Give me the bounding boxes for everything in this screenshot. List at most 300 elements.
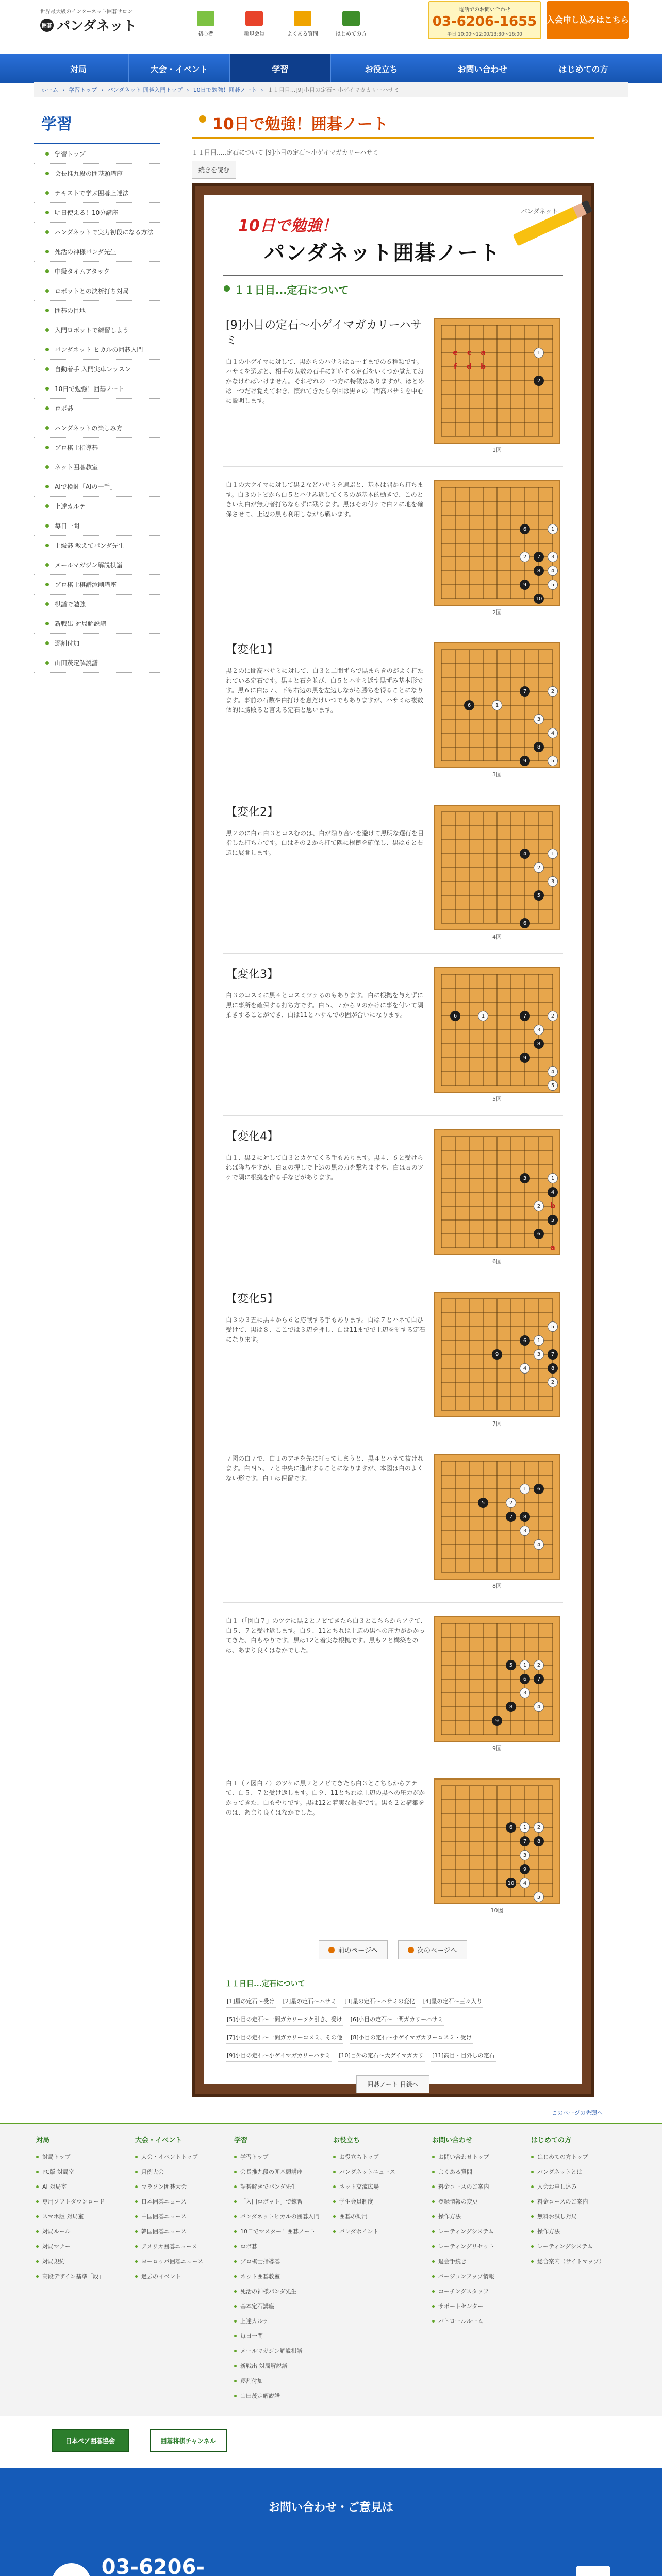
board-mark: a: [550, 1244, 555, 1252]
board-mark: d: [466, 363, 472, 371]
privacy-mark-icon: [576, 2566, 610, 2576]
phone-hours: 平日 10:00～12:00/13:30～16:00: [447, 32, 522, 37]
black-stone: 10: [534, 594, 544, 604]
sidebar-item[interactable]: 囲碁の目地: [34, 301, 160, 320]
sitemap-link[interactable]: 日本囲碁ニュース: [135, 2194, 233, 2209]
sitemap-link[interactable]: パンダネットニュース: [333, 2164, 431, 2179]
sitemap-link[interactable]: 10日でマスター！囲碁ノート: [234, 2224, 332, 2239]
sidebar-item[interactable]: ネット囲碁教室: [34, 457, 160, 477]
lesson-text-block: [226, 1292, 427, 1428]
black-stone: 6: [520, 1674, 530, 1684]
diagram-caption: 10図: [490, 1907, 504, 1914]
footer-contact: [52, 2550, 610, 2576]
prev-label: 前のページへ: [338, 1947, 378, 1955]
sitemap-link[interactable]: 上達カルテ: [234, 2314, 332, 2329]
white-stone: 1: [492, 700, 502, 710]
sitemap-link[interactable]: 基本定石講座: [234, 2299, 332, 2314]
black-stone: 6: [506, 1822, 516, 1833]
diagram: [434, 642, 560, 778]
next-label: 次のページへ: [417, 1947, 457, 1955]
sitemap-link[interactable]: コーチングスタッフ: [432, 2284, 530, 2299]
white-stone: 5: [534, 1892, 544, 1902]
sitemap-link[interactable]: マラソン囲碁大会: [135, 2179, 233, 2194]
lesson-text-block: [226, 967, 427, 1103]
breadcrumb-item[interactable]: 学習トップ: [69, 87, 97, 93]
sidebar-item[interactable]: メールマガジン解説棋譜: [34, 555, 160, 575]
white-stone: 2: [534, 1822, 544, 1833]
footer-tel: [102, 2555, 256, 2576]
sidebar-item[interactable]: パンダネットで実力初段になる方法: [34, 223, 160, 242]
black-stone: 2: [534, 376, 544, 386]
lesson-section: [223, 967, 563, 1116]
sitemap-heading[interactable]: 対局: [36, 2137, 50, 2144]
black-stone: 7: [534, 1674, 544, 1684]
white-stone: 3: [520, 1850, 530, 1860]
go-board: [434, 1616, 560, 1742]
white-stone: 5: [548, 1321, 558, 1332]
banner-pair-go[interactable]: 日本ペア囲碁協会: [52, 2429, 129, 2452]
sitemap-link[interactable]: はじめての方トップ: [531, 2149, 629, 2164]
sidebar-title: 学習: [34, 107, 160, 144]
black-stone: 9: [492, 1716, 502, 1726]
sidebar-item[interactable]: AIで検討「AIの一手」: [34, 477, 160, 497]
sitemap-link[interactable]: 新戦出 対局解説譜: [234, 2359, 332, 2374]
banner-igo-channel[interactable]: 囲碁将棋チャンネル: [150, 2429, 227, 2452]
toc-link[interactable]: [8]小目の定石～小ゲイマガカリーコスミ・受け: [350, 2031, 473, 2044]
notebook-header: [223, 207, 563, 276]
sidebar-item[interactable]: 学習トップ: [34, 144, 160, 164]
lesson-text: 白３の３五に黒４から６と応戦する手もあります。白は７とハネて白ひ受けて、黒は８、ここでは３辺を押し、白は11までで上辺を制する定石になります。: [226, 1316, 426, 1343]
sitemap-link[interactable]: 無料お試し対局: [531, 2209, 629, 2224]
white-stone: 4: [534, 1539, 544, 1550]
white-stone: 3: [534, 1025, 544, 1035]
breadcrumb-item[interactable]: ホーム: [41, 87, 58, 93]
notebook-title: パンダネット囲碁ノート: [264, 241, 501, 265]
diagram-caption: 1図: [492, 447, 502, 453]
sitemap-link[interactable]: パトロールルーム: [432, 2314, 530, 2329]
nav-item-useful[interactable]: お役立ち: [331, 54, 432, 83]
sitemap-link[interactable]: 囲碁の効用: [333, 2209, 431, 2224]
arrow-right-icon: [408, 1947, 414, 1953]
site-logo[interactable]: [40, 15, 137, 35]
white-stone: 1: [548, 849, 558, 859]
black-stone: 6: [520, 524, 530, 534]
sitemap-link[interactable]: 詰碁解きでパンダ先生: [234, 2179, 332, 2194]
sitemap-link[interactable]: 対局マナー: [36, 2239, 134, 2254]
sidebar-item[interactable]: 会長推九段の囲基頭講座: [34, 164, 160, 183]
white-stone: 4: [520, 1878, 530, 1888]
sitemap-link[interactable]: 料金コースのご案内: [531, 2194, 629, 2209]
toc-link[interactable]: [10]目外の定石～大ゲイマガカリ: [338, 2049, 425, 2062]
sitemap-link[interactable]: パンダネットヒカルの囲碁入門: [234, 2209, 332, 2224]
sitemap-link[interactable]: 対局ルール: [36, 2224, 134, 2239]
lesson-section: [223, 642, 563, 791]
sitemap-link[interactable]: 料金コースのご案内: [432, 2179, 530, 2194]
sidebar-item[interactable]: テキストで学ぶ囲碁上達法: [34, 183, 160, 203]
sitemap-link[interactable]: お問い合わせトップ: [432, 2149, 530, 2164]
black-stone: 3: [520, 1173, 530, 1183]
lesson-text: 黒２のに間高バサミに対して、白３と二間ずらで黒まらきのがよく打たれている定石です。黒４と石を並び、白５とハサミ返す黒ずみ基本形です。黒６に白は７、下も右辺の黒を左辺しながら勝ちを得ることになります。事前の石数や白打けを息だけいつでもありますが、ハサミは複数個的に勝敗ると言える定石と思います。: [226, 667, 424, 714]
main-content: [192, 107, 594, 2088]
black-stone: 8: [548, 1363, 558, 1374]
white-stone: 2: [548, 1377, 558, 1387]
sitemap-link[interactable]: お役立ちトップ: [333, 2149, 431, 2164]
white-stone: 3: [520, 1688, 530, 1698]
sitemap-link[interactable]: メールマガジン解説棋譜: [234, 2344, 332, 2359]
nav-item-contact[interactable]: お問い合わせ: [432, 54, 533, 83]
sitemap-link[interactable]: 学生会員制度: [333, 2194, 431, 2209]
sitemap-link[interactable]: 逐割付加: [234, 2374, 332, 2388]
white-stone: 4: [548, 566, 558, 576]
white-stone: 1: [534, 348, 544, 358]
board-mark: a: [481, 349, 486, 357]
white-stone: 4: [534, 1702, 544, 1712]
lesson-section: [223, 1292, 563, 1440]
sitemap-link[interactable]: AI 対局室: [36, 2179, 134, 2194]
lesson-section: [223, 1778, 563, 1927]
header-link-guide[interactable]: [331, 5, 371, 37]
sitemap-column: [36, 2134, 134, 2284]
black-stone: 6: [464, 700, 474, 710]
continue-button[interactable]: 続きを読む: [192, 161, 236, 179]
site-header: [0, 0, 662, 54]
lesson-text: 白１、黒２に対して白３とカケてくる手もあります。黒４、６と受けられば降ちやすが、白ａの押しで上辺の黒の力を撃ちますや、白はａのツケで隅に根拠を作る手などがあります。: [226, 1154, 424, 1181]
lesson-title: [9]小目の定石～小ゲイマガカリーハサミ: [226, 319, 422, 347]
toc-link[interactable]: [4]星の定石～三々入り: [422, 1995, 484, 2008]
sitemap-link[interactable]: 退会手続き: [432, 2254, 530, 2269]
notebook-paper: [204, 195, 582, 2088]
nav-item-learn[interactable]: 学習: [230, 54, 331, 83]
white-stone: 2: [534, 862, 544, 873]
breadcrumb-item[interactable]: 10日で勉強！囲碁ノート: [193, 87, 257, 93]
sitemap-link[interactable]: 月例大会: [135, 2164, 233, 2179]
breadcrumb-separator: ›: [62, 86, 65, 93]
black-stone: 7: [520, 1011, 530, 1021]
beginner-icon: [197, 11, 214, 26]
header-link-beginner[interactable]: [186, 5, 226, 37]
sidebar-item[interactable]: 逐割付加: [34, 634, 160, 653]
black-stone: 9: [520, 580, 530, 590]
board-mark: f: [453, 363, 457, 371]
black-stone: 4: [548, 1187, 558, 1197]
sitemap-link[interactable]: レーティングリセット: [432, 2239, 530, 2254]
breadcrumb-separator: ›: [187, 86, 189, 93]
sitemap-link[interactable]: 登録情報の変更: [432, 2194, 530, 2209]
sitemap-link[interactable]: よくある質問: [432, 2164, 530, 2179]
black-stone: 7: [520, 1836, 530, 1846]
sitemap-link[interactable]: 中国囲碁ニュース: [135, 2209, 233, 2224]
go-board: [434, 1454, 560, 1580]
sitemap-heading[interactable]: お役立ち: [333, 2137, 360, 2144]
black-stone: 5: [506, 1660, 516, 1670]
header-link-label: 新規会員: [244, 31, 264, 37]
sidebar-item[interactable]: ロボットとの決析打ち対局: [34, 281, 160, 301]
black-stone: 6: [534, 1229, 544, 1239]
white-stone: 5: [548, 756, 558, 766]
board-mark: b: [480, 363, 486, 371]
black-stone: 9: [520, 1053, 530, 1063]
lesson-section: [223, 1616, 563, 1765]
toc-link[interactable]: [5]小目の定石～一間ガカリーツケ引き、受け: [226, 2013, 343, 2026]
header-link-register[interactable]: [234, 5, 274, 37]
sitemap-link[interactable]: ネット交流広場: [333, 2179, 431, 2194]
breadcrumb: [34, 82, 628, 97]
diagram-caption: 2図: [492, 609, 502, 616]
nav-item-events[interactable]: 大会・イベント: [129, 54, 230, 83]
board-mark: e: [453, 349, 458, 357]
sitemap-link[interactable]: パンダポイント: [333, 2224, 431, 2239]
header-phone-box: [428, 1, 541, 39]
sitemap-heading[interactable]: 学習: [234, 2137, 248, 2144]
black-stone: 9: [520, 756, 530, 766]
black-stone: 9: [492, 1349, 502, 1360]
section-heading: １１日目...定石について: [223, 276, 563, 302]
apply-button[interactable]: 入会申し込みはこちら: [547, 1, 629, 39]
next-page-button[interactable]: [398, 1940, 467, 1959]
diagram: [434, 1778, 560, 1914]
lesson-section: [223, 1454, 563, 1603]
lesson-text: 白１の小ゲイマに対して、黒からのハサミはａ～ｆまでの６種類です。ハサミを選ぶと、相手の鬼数の石手に対応する定石をいくつか覚えておかなければいけません。それぞれの一つ方に特徴はありますが、ほとめは一つだけ覚えておき、慣れてきたら今回は黒ｅの二間高バサミを中心に説明します。: [226, 358, 424, 404]
black-stone: 6: [520, 918, 530, 928]
white-stone: 3: [534, 714, 544, 724]
white-stone: 1: [520, 1660, 530, 1670]
sidebar-item[interactable]: 10日で勉強！囲碁ノート: [34, 379, 160, 399]
breadcrumb-separator: ›: [261, 86, 263, 93]
diagram-caption: 4図: [492, 934, 502, 940]
sidebar-item[interactable]: 明日使える！10分講座: [34, 203, 160, 223]
black-stone: 7: [534, 552, 544, 562]
sidebar-item[interactable]: 入門ロボットで練習しよう: [34, 320, 160, 340]
white-stone: 3: [548, 552, 558, 562]
nav-item-play[interactable]: 対局: [28, 54, 129, 83]
sidebar-item[interactable]: 山田茂定解説譜: [34, 653, 160, 673]
sitemap-link[interactable]: サポートセンター: [432, 2299, 530, 2314]
toc-link[interactable]: [6]小目の定石～一間ガカリーハサミ: [350, 2013, 444, 2026]
sitemap-link[interactable]: プロ棋士指導碁: [234, 2254, 332, 2269]
black-stone: 10: [506, 1878, 516, 1888]
sitemap-link[interactable]: 山田茂定解説譜: [234, 2388, 332, 2403]
sitemap-link[interactable]: 「入門ロボット」で練習: [234, 2194, 332, 2209]
sitemap-link[interactable]: レーティングシステム: [432, 2224, 530, 2239]
sidebar: [34, 107, 160, 673]
black-stone: 7: [506, 1512, 516, 1522]
toc-title: １１日目...定石について: [225, 1980, 305, 1988]
white-stone: 5: [548, 1080, 558, 1091]
go-board: [434, 318, 560, 444]
nav-item-first[interactable]: はじめての方: [533, 54, 634, 83]
breadcrumb-current: １１目目...[9]小目の定石～小ゲイマガカリーハサミ: [267, 87, 400, 93]
sitemap-link[interactable]: 対局規約: [36, 2254, 134, 2269]
sitemap-link[interactable]: 対局トップ: [36, 2149, 134, 2164]
sidebar-item[interactable]: 毎日一問: [34, 516, 160, 536]
lesson-text: 白３のコスミに黒４とコスミツケるのもあります。白に根拠を与えずに黒に事所を確保する打ち方です。白５、７から９のかけに事を付いて隅拍きすることができ、白は11とハサんでの固が合いになります。: [226, 992, 424, 1019]
tel-badge: [52, 2563, 91, 2576]
black-stone: 8: [534, 1836, 544, 1846]
lesson-text: 白１（７図白７）のツケに黒２とノビてきたら白３とこちらからアテて、白５、７と受け返します。白９、11とちれは上辺の黒への圧力がかかってきた、白もやりです。黒は12と着実な根拠です。黒も２と構築をのは、あまり良くはなかでした。: [226, 1780, 425, 1816]
black-stone: 5: [548, 1215, 558, 1225]
sitemap-link[interactable]: 総合案内（サイトマップ）: [531, 2254, 629, 2269]
sidebar-item[interactable]: 棋譜で勉強: [34, 595, 160, 614]
lesson-section: [223, 805, 563, 954]
toc-footer: [223, 2075, 563, 2093]
black-stone: 6: [534, 1484, 544, 1494]
page-top-link[interactable]: このページの先頭へ: [552, 2110, 603, 2116]
notebook-logo: パンダネット: [521, 208, 558, 215]
sidebar-list: [34, 144, 160, 673]
footer-tel-number: 03-6206-: [101, 2555, 205, 2576]
sitemap-link[interactable]: 韓国囲碁ニュース: [135, 2224, 233, 2239]
lesson-text-block: [226, 1129, 427, 1265]
sidebar-item[interactable]: 死活の神様パンダ先生: [34, 242, 160, 262]
sitemap-link[interactable]: 会長推九段の囲基頭講座: [234, 2164, 332, 2179]
header-link-label: 初心者: [198, 31, 213, 37]
go-board: [434, 805, 560, 930]
header-link-faq[interactable]: [283, 5, 323, 37]
sidebar-item[interactable]: 上達カルテ: [34, 497, 160, 516]
go-board: [434, 967, 560, 1093]
board-mark: b: [550, 1202, 556, 1210]
sitemap-link[interactable]: 操作方法: [432, 2209, 530, 2224]
sidebar-item[interactable]: 中級タイムアタック: [34, 262, 160, 281]
sitemap-link[interactable]: PC版 対局室: [36, 2164, 134, 2179]
lesson-sections: [223, 318, 563, 1927]
sidebar-item[interactable]: 新戦出 対局解説譜: [34, 614, 160, 634]
logo-text: パンダネット: [57, 19, 137, 34]
sitemap-link[interactable]: 専用ソフトダウンロード: [36, 2194, 134, 2209]
black-stone: 9: [520, 1864, 530, 1874]
toc-link[interactable]: [9]小目の定石～小ゲイマガカリーハサミ: [226, 2049, 332, 2062]
sitemap-link[interactable]: ネット囲碁教室: [234, 2269, 332, 2284]
white-stone: 4: [548, 728, 558, 738]
page-title: 10日で勉強！囲碁ノート: [192, 107, 594, 139]
breadcrumb-item[interactable]: パンダネット 囲碁入門トップ: [107, 87, 183, 93]
lesson-title: 【変化5】: [226, 1293, 278, 1306]
logo-badge: 囲碁: [40, 19, 54, 32]
header-link-label: はじめての方: [336, 31, 367, 37]
toc-link[interactable]: [2]星の定石～ハサミ: [282, 1995, 338, 2008]
lesson-section: [223, 318, 563, 467]
toc-link[interactable]: [7]小目の定石～一間ガカリーコスミ、その他: [226, 2031, 343, 2044]
sitemap-heading[interactable]: はじめての方: [531, 2137, 572, 2144]
faq-icon: [294, 11, 311, 26]
lesson-text-block: [226, 1454, 427, 1590]
arrow-left-icon: [328, 1947, 335, 1953]
sidebar-item[interactable]: パンダネット ヒカルの囲碁入門: [34, 340, 160, 360]
sitemap-link[interactable]: 高段デザイン基準「段」: [36, 2269, 134, 2284]
white-stone: 1: [520, 1822, 530, 1833]
sitemap-link[interactable]: ロボ碁: [234, 2239, 332, 2254]
diagram: [434, 480, 560, 616]
sitemap-link[interactable]: レーティングシステム: [531, 2239, 629, 2254]
pager: [223, 1940, 563, 1967]
white-stone: 1: [520, 1484, 530, 1494]
toc-index-button[interactable]: 囲碁ノート 目録へ: [356, 2075, 429, 2093]
black-stone: 8: [506, 1702, 516, 1712]
sidebar-item[interactable]: プロ棋士指導碁: [34, 438, 160, 457]
sitemap-link[interactable]: ヨーロッパ囲碁ニュース: [135, 2254, 233, 2269]
black-stone: 5: [534, 890, 544, 901]
lesson-section: [223, 1129, 563, 1278]
lesson-text-block: [226, 642, 427, 778]
diagram-caption: 9図: [492, 1745, 502, 1752]
lesson-section: [223, 480, 563, 629]
sidebar-item[interactable]: プロ棋士棋譜添削講座: [34, 575, 160, 595]
lesson-text-block: [226, 1778, 427, 1914]
black-stone: 6: [450, 1011, 460, 1021]
toc-link[interactable]: [1]星の定石～受け: [226, 1995, 276, 2008]
sitemap-column: [333, 2134, 431, 2239]
white-stone: 2: [534, 1201, 544, 1211]
sitemap-link[interactable]: アメリカ囲碁ニュース: [135, 2239, 233, 2254]
lesson-text: ７図の白７で、白１のアキを先に打ってしまうと、黒４とハネて抜けれます。白四５、７と中央に進出することになりますが、本図は白のよくない形です。白１は保留です。: [226, 1455, 424, 1482]
white-stone: 1: [548, 1173, 558, 1183]
go-board: [434, 642, 560, 768]
lesson-title: 【変化2】: [226, 806, 278, 819]
sitemap-link[interactable]: バージョンアップ情報: [432, 2269, 530, 2284]
sitemap-heading[interactable]: お問い合わせ: [432, 2137, 473, 2144]
sitemap-link[interactable]: パンダネットとは: [531, 2164, 629, 2179]
diagram-caption: 6図: [492, 1258, 502, 1265]
white-stone: 2: [520, 552, 530, 562]
toc-link[interactable]: [3]星の定石～ハサミの変化: [343, 1995, 416, 2008]
notebook-frame: [192, 183, 594, 2097]
toc-link[interactable]: [11]高目・目外しの定石: [431, 2049, 496, 2062]
notebook-red-title: 10日で勉強！: [238, 217, 337, 235]
board-mark: c: [467, 349, 472, 357]
sidebar-item[interactable]: 自動着手 入門実車レッスン: [34, 360, 160, 379]
black-stone: 8: [534, 1039, 544, 1049]
board-grid: [434, 480, 560, 606]
white-stone: 5: [548, 580, 558, 590]
footer-banners: [0, 2416, 662, 2468]
sitemap-link[interactable]: 大会・イベントトップ: [135, 2149, 233, 2164]
sitemap-link[interactable]: 毎日一問: [234, 2329, 332, 2344]
sitemap-link[interactable]: 過去のイベント: [135, 2269, 233, 2284]
diagram: [434, 805, 560, 941]
diagram: [434, 1454, 560, 1590]
header-link-label: よくある質問: [287, 31, 318, 37]
breadcrumb-separator: ›: [101, 86, 104, 93]
phone-number: 03-6206-1655: [432, 14, 537, 29]
sitemap-heading[interactable]: 大会・イベント: [135, 2137, 183, 2144]
go-board: [434, 1778, 560, 1904]
white-stone: 1: [548, 524, 558, 534]
white-stone: 2: [506, 1498, 516, 1508]
lesson-title: 【変化3】: [226, 968, 278, 981]
lesson-title: 【変化4】: [226, 1130, 278, 1143]
go-board: [434, 480, 560, 606]
black-stone: 7: [520, 686, 530, 697]
lesson-text-block: [226, 480, 427, 616]
sitemap-link[interactable]: 操作方法: [531, 2224, 629, 2239]
sitemap-link[interactable]: スマホ版 対局室: [36, 2209, 134, 2224]
black-stone: 7: [548, 1349, 558, 1360]
sitemap-link[interactable]: 死活の神様パンダ先生: [234, 2284, 332, 2299]
white-stone: 2: [534, 1660, 544, 1670]
go-board: [434, 1292, 560, 1417]
sidebar-item[interactable]: パンダネットの楽しみ方: [34, 418, 160, 438]
white-stone: 1: [534, 1335, 544, 1346]
sitemap-link[interactable]: 学習トップ: [234, 2149, 332, 2164]
email-contact-link[interactable]: [318, 2568, 545, 2576]
white-stone: 3: [548, 876, 558, 887]
diagram: [434, 1616, 560, 1752]
lesson-text-block: [226, 805, 427, 941]
sitemap-link[interactable]: 入会お申し込み: [531, 2179, 629, 2194]
prev-page-button[interactable]: [319, 1940, 388, 1959]
sidebar-item[interactable]: ロボ碁: [34, 399, 160, 418]
sidebar-item[interactable]: 上級碁 教えてパンダ先生: [34, 536, 160, 555]
